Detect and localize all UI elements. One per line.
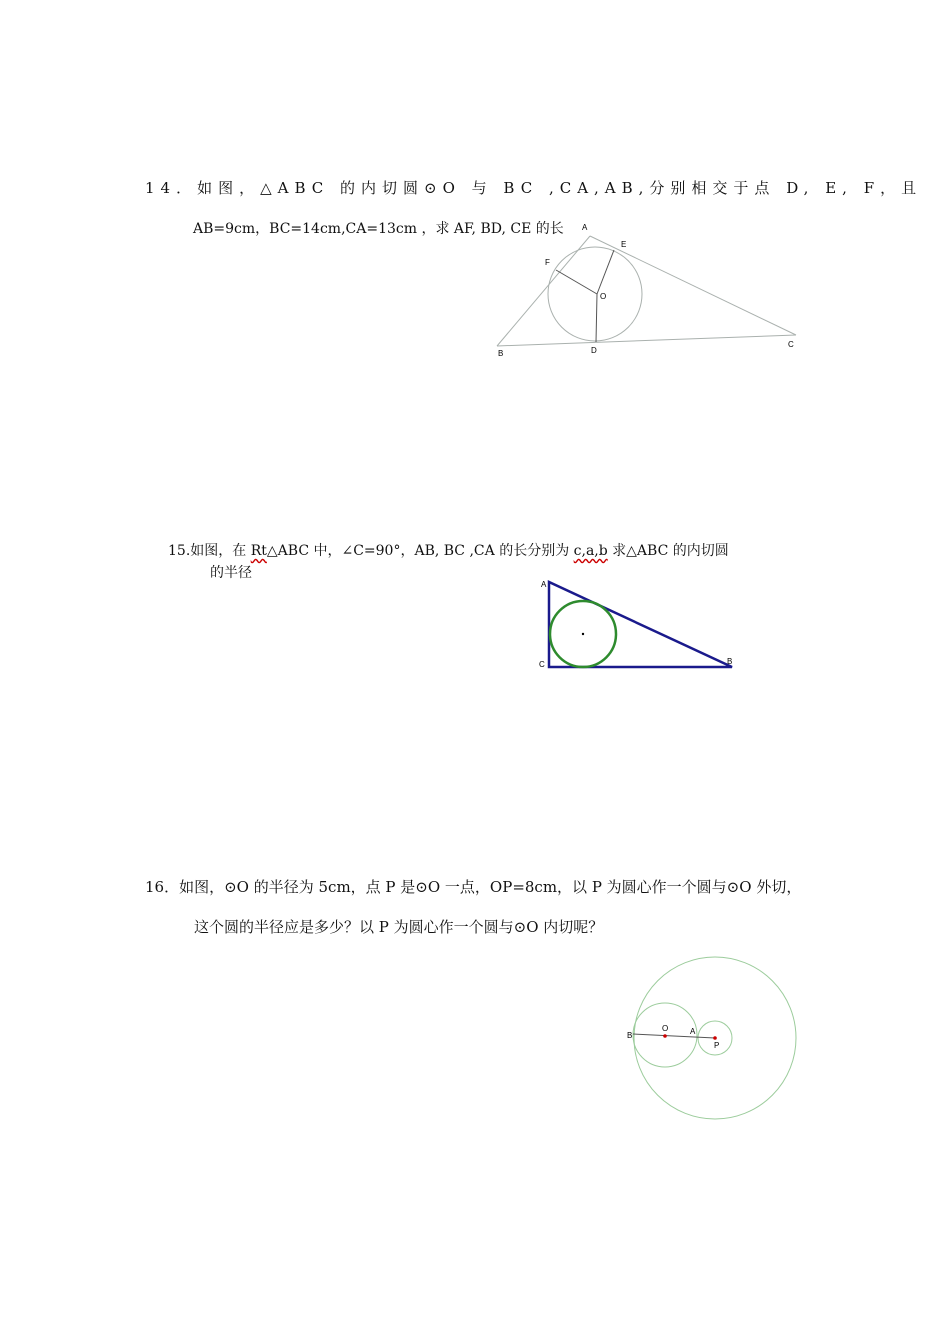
label-a: A <box>690 1027 696 1036</box>
point-p <box>713 1036 717 1040</box>
label-c: C <box>539 660 545 669</box>
problem-15-rt: Rt <box>250 543 267 559</box>
problem-16-line-2: 这个圆的半径应是多少？以 P 为圆心作一个圆与⊙O 内切呢？ <box>194 918 604 936</box>
problem-15-text-b: △ABC 中，∠C=90°，AB, BC ,CA 的长分别为 <box>266 543 574 559</box>
label-d: D <box>591 346 597 355</box>
problem-15-text-a: 如图，在 <box>190 543 251 559</box>
label-e: E <box>621 240 627 249</box>
segment-bp <box>633 1034 715 1038</box>
problem-16-number: 16． <box>145 878 180 896</box>
point-o <box>663 1034 667 1038</box>
problem-16-statement: 如图，⊙O 的半径为 5cm，点 P 是⊙O 一点，OP=8cm，以 P 为圆心作一个圆与⊙O 外切， <box>179 878 802 896</box>
problem-14-statement: 如图，△ABC 的内切圆⊙O 与 BC ,CA,AB,分别相交于点 D, E, F，且 <box>197 179 923 197</box>
problem-14-number: 14． <box>145 179 198 197</box>
problem-15-number: 15. <box>168 543 191 559</box>
label-o: O <box>600 292 607 301</box>
label-a: A <box>582 223 588 232</box>
label-o: O <box>662 1024 669 1033</box>
label-f: F <box>545 258 550 267</box>
label-a: A <box>541 580 547 589</box>
label-b: B <box>727 657 733 666</box>
problem-14-line-2: AB=9cm，BC=14cm,CA=13cm ，求 AF, BD, CE 的长 <box>193 221 564 237</box>
problem-15-line-2: 的半径 <box>210 565 252 581</box>
label-b: B <box>498 349 504 358</box>
label-p: P <box>714 1041 720 1050</box>
problem-15-vars: c,a,b <box>573 543 608 559</box>
label-b: B <box>627 1031 633 1040</box>
problem-15-text-c: 求△ABC 的内切圆 <box>607 543 729 559</box>
label-c: C <box>788 340 794 349</box>
